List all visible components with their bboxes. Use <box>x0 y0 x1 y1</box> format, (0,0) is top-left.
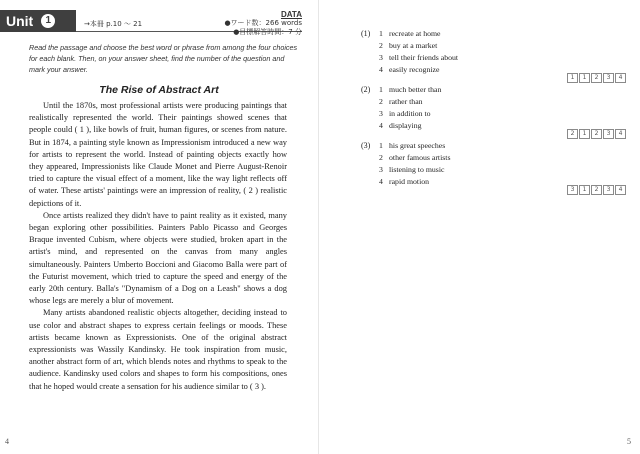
answer-box-label: 3 <box>567 185 578 195</box>
option[interactable]: 4 rapid motion <box>379 177 430 186</box>
option[interactable]: 2 buy at a market <box>379 41 438 50</box>
answer-box-label: 1 <box>567 73 578 83</box>
answer-choice[interactable]: 1 <box>579 73 590 83</box>
answer-choice[interactable]: 3 <box>603 73 614 83</box>
answer-box-label: 2 <box>567 129 578 139</box>
question-number: (2) <box>361 85 371 94</box>
answer-choice[interactable]: 4 <box>615 73 626 83</box>
option[interactable]: 1 his great speeches <box>379 141 446 150</box>
answer-choice[interactable]: 2 <box>591 73 602 83</box>
page-reference: →本冊 p.10 ～ 21 <box>84 20 143 28</box>
answer-choice[interactable]: 1 <box>579 129 590 139</box>
time-limit: ●目標解答時間：7 分 <box>233 28 302 36</box>
unit-number-badge: 1 <box>41 14 55 28</box>
answer-choice[interactable]: 1 <box>579 185 590 195</box>
answer-choice[interactable]: 4 <box>615 185 626 195</box>
unit-tab <box>0 10 76 32</box>
option[interactable]: 1 much better than <box>379 85 442 94</box>
paragraph-1: Until the 1870s, most professional artists were producing paintings that realistically represented the world. Their paintings showed scenes that people could ( 1 ), like bowls of fruit, human figures, or scenes from nature. But in 1874, a painting style known as Impressionism introduced a new way for artists to represent the world. Instead of painting objects exactly how they appeared, Impressionists like Claude Monet and Pierre August-Renoir tried to capture the visual effect of a moment, like the way light reflects off of water. These artists' paintings were an impression of reality, ( 2 ) realistic depictions of it. <box>29 101 287 208</box>
passage <box>29 100 287 393</box>
answer-choice[interactable]: 3 <box>603 185 614 195</box>
paragraph-3: Many artists abandoned realistic objects altogether, deciding instead to use color and abstract shapes to express certain feelings or moods. These artists became known as Expressionists. One of the original abstract expressionists was Wassily Kandinsky. He took inspiration from music, another abstract form of art, which blends notes and rhythms to speak to the audience. Kandinsky used colors and shapes to form his compositions, ones that he hoped would create a sensation for his audience similar to ( 3 ). <box>29 308 287 391</box>
instructions: Read the passage and choose the best word or phrase from among the four choices for each blank. Then, on your answer sheet, find the number of the question and mark your answer. <box>29 43 298 74</box>
option[interactable]: 1 recreate at home <box>379 29 441 38</box>
option[interactable]: 2 other famous artists <box>379 153 451 162</box>
option[interactable]: 3 in addition to <box>379 109 431 118</box>
option[interactable]: 3 tell their friends about <box>379 53 459 62</box>
page-number-left: 4 <box>5 437 9 446</box>
option[interactable]: 3 listening to music <box>379 165 445 174</box>
paragraph-2: Once artists realized they didn't have to paint reality as it existed, many began exploring other possibilities. Painters Pablo Picasso and Georges Braque invented Cubism, where objects were studied, broken apart in the artist's mind, and represented on the canvas from many angles simultaneously. Painters Umberto Boccioni and Giacomo Balla were part of the Futurist movement, which tried to capture the speed and energy of the early 20th century. Balla's "Dynamism of a Dog on a Leash" shows a dog whose legs are merely a blur of movement. <box>29 210 287 306</box>
answer-box[interactable] <box>567 73 626 83</box>
right-page <box>319 0 640 454</box>
answer-choice[interactable]: 2 <box>591 185 602 195</box>
question-number: (1) <box>361 29 371 38</box>
answer-box[interactable] <box>567 129 626 139</box>
answer-choice[interactable]: 4 <box>615 129 626 139</box>
page-number-right: 5 <box>627 437 631 446</box>
option[interactable]: 4 displaying <box>379 121 422 130</box>
word-count: ●ワード数：266 words <box>224 19 302 27</box>
option[interactable]: 2 rather than <box>379 97 423 106</box>
answer-box[interactable] <box>567 185 626 195</box>
option[interactable]: 4 easily recognize <box>379 65 440 74</box>
answer-choice[interactable]: 3 <box>603 129 614 139</box>
question-number: (3) <box>361 141 371 150</box>
data-box <box>224 10 302 37</box>
data-title: DATA <box>280 10 302 19</box>
passage-title: The Rise of Abstract Art <box>99 84 219 96</box>
unit-label: Unit <box>6 13 34 29</box>
left-page <box>0 0 319 454</box>
answer-choice[interactable]: 2 <box>591 129 602 139</box>
